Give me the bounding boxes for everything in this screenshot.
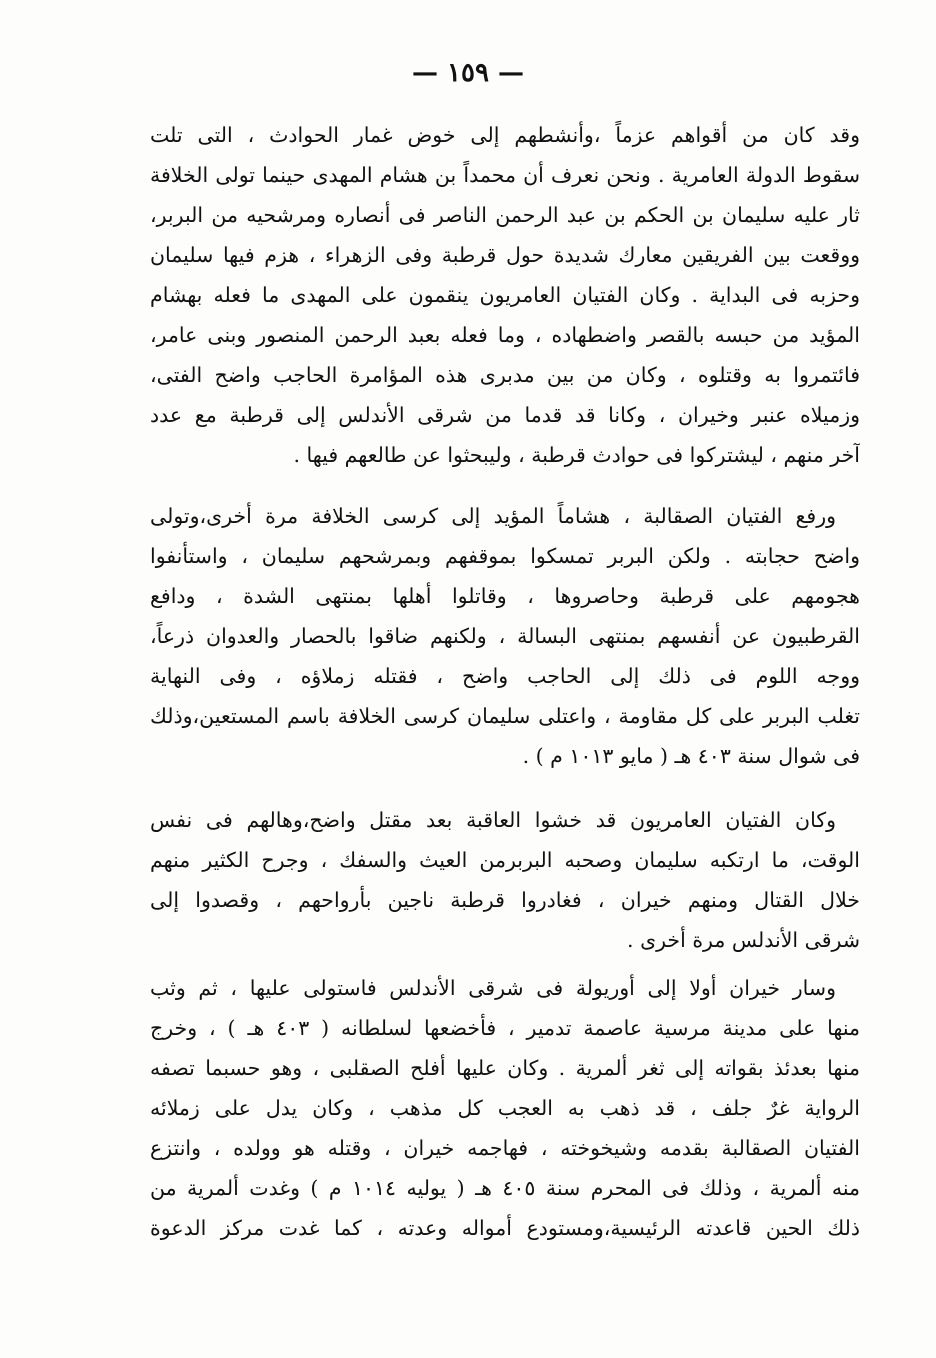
text-line: ووقعت بين الفريقين معارك شديدة حول قرطبة وفى الزهراء ، هزم فيها سليمان xyxy=(150,243,860,267)
text-line: وسار خيران أولا إلى أوريولة فى شرقى الأندلس فاستولى عليها ، ثم وثب xyxy=(150,976,836,1000)
text-line: الرواية غرٌ جلف ، قد ذهب به العجب كل مذهب ، وكان يدل على زملائه xyxy=(150,1096,860,1120)
text-line: ووجه اللوم فى ذلك إلى الحاجب واضح ، فقتله زملاؤه ، وفى النهاية xyxy=(150,664,860,688)
text-line: القرطبيون عن أنفسهم بمنتهى البسالة ، ولكنهم ضاقوا بالحصار والعدوان ذرعاً، xyxy=(150,624,860,648)
paragraph-4 xyxy=(150,968,860,1248)
text-line: منه ألمرية ، وذلك فى المحرم سنة ٤٠٥ هـ ( يوليه ١٠١٤ م ) وغدت ألمرية من xyxy=(150,1176,860,1200)
text-line: الفتيان الصقالبة بقدمه وشيخوخته ، فهاجمه خيران ، وقتله هو وولده ، وانتزع xyxy=(150,1136,860,1160)
page-number: — ١٥٩ — xyxy=(411,58,525,88)
text-line: تغلب البربر على كل مقاومة ، واعتلى سليمان كرسى الخلافة باسم المستعين،وذلك xyxy=(150,704,860,728)
text-line: هجومهم على قرطبة وحاصروها ، وقاتلوا أهلها بمنتهى الشدة ، ودافع xyxy=(150,584,860,608)
paragraph-3 xyxy=(150,800,860,960)
text-line: شرقى الأندلس مرة أخرى . xyxy=(627,928,860,952)
paragraph-1 xyxy=(150,115,860,475)
text-line: فى شوال سنة ٤٠٣ هـ ( مايو ١٠١٣ م ) . xyxy=(522,744,860,768)
text-line: الوقت، ما ارتكبه سليمان وصحبه البربرمن العيث والسفك ، وجرح الكثير منهم xyxy=(150,848,860,872)
text-line: فائتمروا به وقتلوه ، وكان من بين مدبرى هذه المؤامرة الحاجب واضح الفتى، xyxy=(150,363,860,387)
text-line: وقد كان من أقواهم عزماً ،وأنشطهم إلى خوض غمار الحوادث ، التى تلت xyxy=(150,123,860,147)
text-line: وكان الفتيان العامريون قد خشوا العاقبة بعد مقتل واضح،وهالهم فى نفس xyxy=(150,808,836,832)
text-line: ذلك الحين قاعدته الرئيسية،ومستودع أمواله وعدته ، كما غدت مركز الدعوة xyxy=(150,1216,860,1240)
text-line: سقوط الدولة العامرية . ونحن نعرف أن محمداً بن هشام المهدى حينما تولى الخلافة xyxy=(150,163,860,187)
text-line: ورفع الفتيان الصقالبة ، هشاماً المؤيد إلى كرسى الخلافة مرة أخرى،وتولى xyxy=(150,504,836,528)
text-line: آخر منهم ، ليشتركوا فى حوادث قرطبة ، وليبحثوا عن طالعهم فيها . xyxy=(293,443,860,467)
text-line: المؤيد من حبسه بالقصر واضطهاده ، وما فعله بعبد الرحمن المنصور وبنى عامر، xyxy=(150,323,860,347)
text-line: ثار عليه سليمان بن الحكم بن عبد الرحمن الناصر فى أنصاره ومرشحيه من البربر، xyxy=(150,203,860,227)
text-line: وزميلاه عنبر وخيران ، وكانا قد قدما من شرقى الأندلس إلى قرطبة مع عدد xyxy=(150,403,860,427)
text-line: منها على مدينة مرسية عاصمة تدمير ، فأخضعها لسلطانه ( ٤٠٣ هـ ) ، وخرج xyxy=(150,1016,860,1040)
paragraph-2 xyxy=(150,496,860,776)
text-line: واضح حجابته . ولكن البربر تمسكوا بموقفهم وبمرشحهم سليمان ، واستأنفوا xyxy=(150,544,860,568)
text-line: خلال القتال ومنهم خيران ، فغادروا قرطبة ناجين بأرواحهم ، وقصدوا إلى xyxy=(150,888,860,912)
text-line: منها بعدئذ بقواته إلى ثغر ألمرية . وكان عليها أفلح الصقلبى ، وهو حسبما تصفه xyxy=(150,1056,860,1080)
text-line: وحزبه فى البداية . وكان الفتيان العامريون ينقمون على المهدى ما فعله بهشام xyxy=(150,283,860,307)
